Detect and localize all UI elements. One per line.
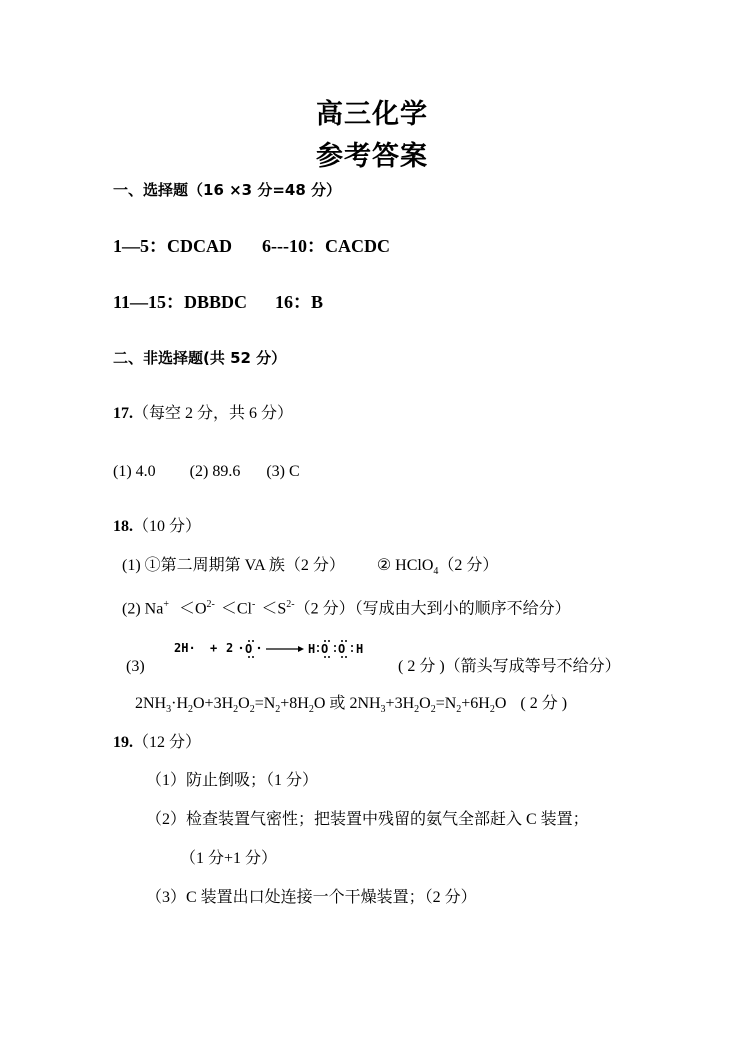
q19-part-3: （3）C 装置出口处连接一个干燥装置；（2 分） — [146, 889, 477, 906]
svg-text:+: + — [210, 641, 218, 655]
q18-p3-label: (3) — [126, 658, 145, 675]
q18-part-1 — [122, 556, 498, 582]
q18-part-2 — [122, 595, 571, 619]
svg-text:H: H — [356, 642, 364, 656]
svg-text:H: H — [308, 642, 316, 656]
electron-dot-formula — [170, 636, 380, 666]
q18-eq-a: $2NH_3\cdot H_2O+3H_2O_2=N_2+8H_2O$ — [135, 695, 326, 716]
answers-16: 16：B — [275, 292, 324, 312]
q19-score: （12 分） — [133, 734, 202, 751]
q18-part-3 — [126, 657, 145, 677]
svg-text:2: 2 — [226, 641, 234, 655]
q18-p2-o-sup: 2- — [206, 599, 215, 610]
q18-number: 18. — [113, 518, 133, 535]
svg-text:O: O — [338, 642, 346, 656]
page-subtitle: 参考答案 — [316, 141, 428, 172]
answers-11-15: 11—15：DBBDC — [113, 292, 248, 312]
answers-6-10: 6---10：CACDC — [262, 236, 390, 256]
q18-p3-note: ( 2 分 )（箭头写成等号不给分） — [398, 658, 621, 675]
q18-p1-b-prefix: ② HClO — [376, 557, 434, 574]
q18-p2-lt2: ＜Cl — [220, 600, 252, 618]
q18-p2-label: (2) Na — [122, 600, 164, 618]
q19-part-2-score: （1 分+1 分） — [180, 850, 278, 867]
answers-row-2 — [113, 292, 323, 312]
q17-answer-1: (1) 4.0 — [113, 463, 156, 480]
q18-score: （10 分） — [133, 518, 202, 535]
q18-p1-b-suffix: （2 分） — [438, 557, 499, 574]
q17-number: 17. — [113, 405, 133, 422]
q18-p1-b-sub: 4 — [433, 566, 439, 578]
q17-header — [113, 404, 293, 424]
q17-answer-2: (2) 89.6 — [189, 463, 241, 480]
answers-row-1 — [113, 236, 390, 256]
q18-eq-score: ( 2 分 ) — [520, 695, 568, 712]
q18-eq-b: $2NH_3+3H_2O_2=N_2+6H_2O$ — [349, 695, 507, 716]
q19-number: 19. — [113, 734, 133, 751]
page-title: 高三化学 — [316, 99, 428, 130]
q18-p2-na-sup: + — [163, 599, 169, 610]
q19-part-2: （2）检查装置气密性；把装置中残留的氨气全部赶入 C 装置； — [146, 811, 589, 828]
q18-header — [113, 517, 201, 537]
q19-part-1: （1）防止倒吸；（1 分） — [146, 772, 319, 789]
q17-answers — [113, 462, 300, 482]
section1-heading: 一、选择题（16 ×3 分=48 分） — [113, 181, 341, 199]
q18-p2-cl-sup: - — [251, 599, 256, 610]
section2-heading: 二、非选择题(共 52 分） — [113, 349, 287, 367]
answers-1-5: 1—5：CDCAD — [113, 236, 232, 256]
svg-text:O: O — [321, 642, 329, 656]
q18-p2-suffix: （2 分）（写成由大到小的顺序不给分） — [294, 600, 571, 618]
q18-p2-s-sup: 2- — [286, 599, 295, 610]
q18-eq-or: 或 — [329, 695, 346, 712]
q19-header — [113, 733, 201, 753]
q17-answer-3: (3) C — [266, 463, 300, 480]
q18-p1-label: (1) ①第二周期第 VA 族（2 分） — [122, 557, 345, 574]
q17-score: （每空 2 分，共 6 分） — [133, 405, 294, 422]
svg-text:O: O — [245, 642, 253, 656]
q18-p2-lt3: ＜S — [261, 600, 287, 618]
svg-text:2H·: 2H· — [174, 641, 196, 655]
q18-equation — [135, 694, 567, 720]
q18-p2-lt1: ＜O — [178, 600, 207, 618]
